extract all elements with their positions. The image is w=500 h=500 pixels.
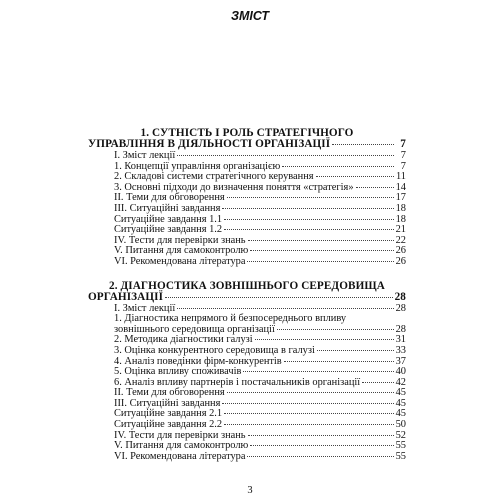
dot-leader — [356, 187, 394, 188]
page-number: 3 — [247, 485, 253, 496]
section-1-heading[interactable] — [88, 128, 406, 150]
toc-entry-text: 1. Концепції управління організацією — [114, 160, 281, 172]
toc-entry-page: 18 — [395, 213, 406, 225]
toc-entry-page: 31 — [395, 334, 406, 346]
dot-leader — [247, 261, 393, 262]
toc-entry[interactable] — [88, 204, 406, 215]
toc-entry-page: 11 — [395, 171, 406, 183]
toc-entry-page: 45 — [395, 387, 406, 399]
dot-leader — [316, 176, 394, 177]
toc-entry-text: зовнішнього середовища організації — [114, 323, 275, 335]
toc-entry-text: 6. Аналіз впливу партнерів і постачальників організації — [114, 376, 361, 388]
toc-entry-page: 22 — [395, 234, 406, 246]
toc-entry-text: Ситуаційне завдання 1.1 — [114, 213, 223, 225]
dot-leader — [248, 435, 394, 436]
toc-entry-text: 3. Оцінка конкурентного середовища в галузі — [114, 344, 315, 356]
toc-entry-page: 28 — [395, 302, 406, 314]
dot-leader — [227, 392, 394, 393]
toc-entry-text: Ситуаційне завдання 1.2 — [114, 224, 223, 236]
dot-leader — [177, 308, 393, 309]
dot-leader — [284, 361, 394, 362]
toc-entry-text: III. Ситуаційні завдання — [114, 202, 221, 214]
section-1-title-line2: УПРАВЛІННЯ В ДІЯЛЬНОСТІ ОРГАНІЗАЦІЇ — [88, 138, 331, 150]
toc-entry-text: 4. Аналіз поведінки фірм-конкурентів — [114, 355, 282, 367]
toc-entry-page: 7 — [400, 160, 406, 172]
dot-leader — [277, 329, 394, 330]
toc-entry-page: 50 — [395, 419, 406, 431]
section-1-title-line1: 1. СУТНІСТЬ І РОЛЬ СТРАТЕГІЧНОГО — [140, 127, 354, 139]
toc-entry-page: 21 — [395, 224, 406, 236]
toc-entry-text: 3. Основні підходи до визначення поняття «стратегія» — [114, 181, 354, 193]
toc-entry-page: 52 — [395, 429, 406, 441]
dot-leader — [250, 445, 393, 446]
toc-entry-text: I. Зміст лекції — [114, 150, 176, 161]
dot-leader — [227, 197, 394, 198]
dot-leader — [248, 240, 394, 241]
dot-leader — [247, 456, 393, 457]
toc-entry-page: 17 — [395, 192, 406, 204]
dot-leader — [362, 382, 393, 383]
dot-leader — [282, 166, 394, 167]
toc-entry-text: II. Теми для обговорення — [114, 192, 225, 204]
table-of-contents — [88, 128, 406, 462]
page-title: ЗМІСТ — [230, 9, 270, 23]
toc-entry-text: IV. Тести для перевірки знань — [114, 429, 246, 441]
toc-entry-text: V. Питання для самоконтролю — [114, 245, 249, 257]
toc-entry-text: Ситуаційне завдання 2.2 — [114, 419, 223, 431]
dot-leader — [165, 297, 393, 298]
toc-entry[interactable] — [88, 346, 406, 357]
section-1-page: 7 — [400, 138, 406, 150]
toc-entry-page: 40 — [395, 366, 406, 378]
toc-entry-text: 5. Оцінка впливу споживачів — [114, 366, 242, 378]
dot-leader — [222, 208, 393, 209]
dot-leader — [255, 339, 394, 340]
toc-entry[interactable] — [88, 452, 406, 463]
toc-entry-page: 26 — [395, 245, 406, 257]
dot-leader — [243, 371, 393, 372]
section-2-heading[interactable] — [88, 281, 406, 303]
toc-entry[interactable] — [88, 151, 406, 162]
toc-entry-page: 37 — [395, 355, 406, 367]
dot-leader — [222, 403, 393, 404]
dot-leader — [224, 413, 394, 414]
dot-leader — [332, 144, 394, 145]
toc-entry-page: 42 — [395, 376, 406, 388]
toc-entry-text: VI. Рекомендована література — [114, 255, 246, 267]
toc-entry-page: 55 — [395, 450, 406, 462]
dot-leader — [177, 155, 394, 156]
toc-entry-page: 26 — [395, 255, 406, 267]
dot-leader — [250, 250, 393, 251]
toc-entry-text: 1. Діагностика непрямого й безпосереднього впливу — [114, 313, 347, 325]
toc-entry[interactable] — [88, 257, 406, 268]
toc-entry-text: 2. Складові системи стратегічного керування — [114, 171, 314, 183]
toc-entry-page: 7 — [400, 150, 406, 161]
section-spacer — [88, 268, 406, 281]
dot-leader — [317, 350, 394, 351]
toc-entry-page: 18 — [395, 202, 406, 214]
dot-leader — [224, 219, 394, 220]
toc-entry-page: 45 — [395, 408, 406, 420]
section-2-page: 28 — [394, 290, 406, 303]
dot-leader — [224, 229, 394, 230]
toc-entry-page: 55 — [395, 440, 406, 452]
toc-entry-page: 28 — [395, 323, 406, 335]
section-2-title-line1: 2. ДІАГНОСТИКА ЗОВНІШНЬОГО СЕРЕДОВИЩА — [109, 279, 385, 292]
toc-entry-text: V. Питання для самоконтролю — [114, 440, 249, 452]
toc-entry-text: 2. Методика діагностики галузі — [114, 334, 253, 346]
section-2-title-line2: ОРГАНІЗАЦІЇ — [88, 290, 164, 303]
toc-entry-text: I. Зміст лекції — [114, 302, 176, 314]
toc-entry-text: VI. Рекомендована література — [114, 450, 246, 462]
toc-entry-text: Ситуаційне завдання 2.1 — [114, 408, 223, 420]
dot-leader — [224, 424, 394, 425]
toc-entry-page: 14 — [395, 181, 406, 193]
toc-entry-text: II. Теми для обговорення — [114, 387, 225, 399]
toc-entry-text: IV. Тести для перевірки знань — [114, 234, 246, 246]
toc-entry-text: III. Ситуаційні завдання — [114, 397, 221, 409]
toc-entry-page: 33 — [395, 344, 406, 356]
toc-entry-page: 45 — [395, 397, 406, 409]
